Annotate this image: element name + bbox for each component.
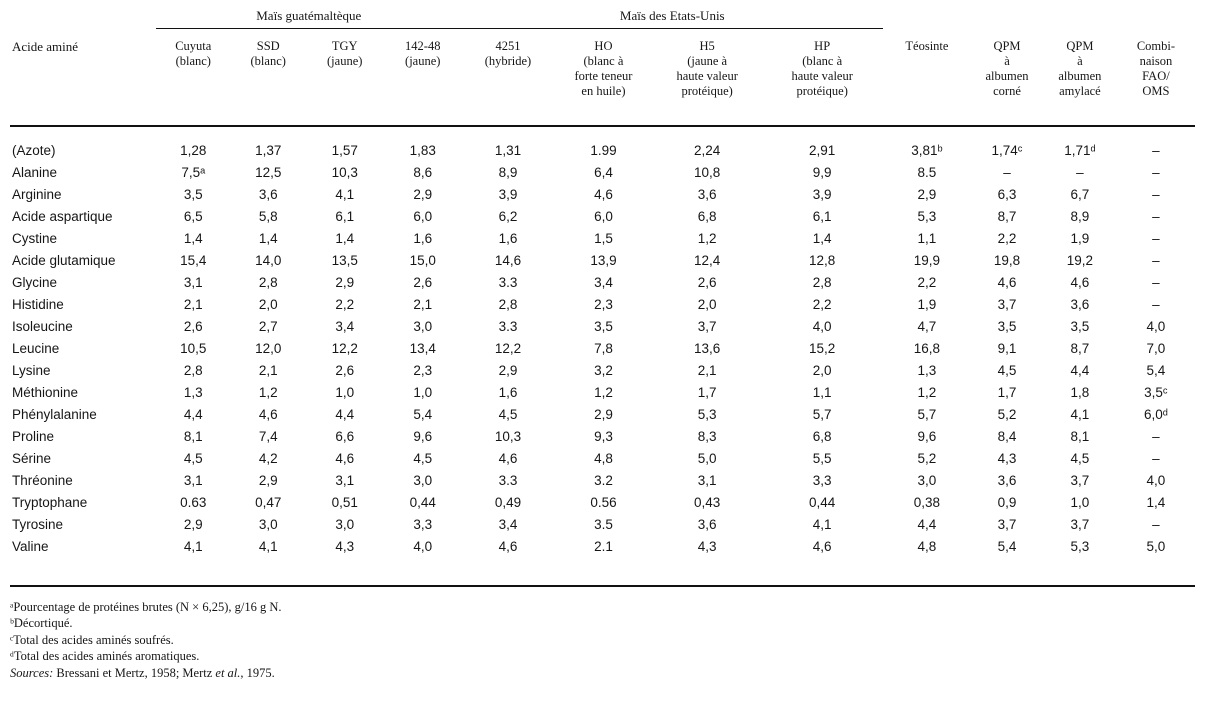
value-cell: 10,3 — [331, 165, 358, 180]
value-cell: 2,0 — [258, 297, 278, 312]
value-cell: 3,5 — [1070, 319, 1090, 334]
table-row — [10, 294, 1195, 316]
value-cell: 3,6 — [258, 187, 278, 202]
value-cell: 1,6 — [413, 231, 433, 246]
value-cell: 7,0 — [1146, 341, 1166, 356]
value-cell: 1,1 — [917, 231, 937, 246]
value-cell: 4,1 — [335, 187, 355, 202]
row-label: Tyrosine — [12, 517, 64, 532]
value-cell: – — [1152, 143, 1160, 158]
value-cell: 2,24 — [694, 143, 721, 158]
table-row — [10, 126, 1195, 162]
value-cell: 3,6 — [1070, 297, 1090, 312]
value-cell: – — [1152, 209, 1160, 224]
value-cell: 8,1 — [1070, 429, 1090, 444]
value-cell: 4,1 — [1070, 407, 1090, 422]
footnote-b: ᵇDécortiqué. — [10, 616, 73, 630]
value-cell: 3,5 — [183, 187, 203, 202]
value-cell: 3.2 — [594, 473, 613, 488]
value-cell: 5,0 — [697, 451, 717, 466]
value-cell: 1,2 — [258, 385, 278, 400]
row-label: Thréonine — [12, 473, 73, 488]
value-cell: 4,4 — [183, 407, 203, 422]
row-label: Alanine — [12, 165, 58, 180]
value-cell: 4,4 — [917, 517, 937, 532]
value-cell: 2,6 — [413, 275, 433, 290]
value-cell: 3,9 — [498, 187, 518, 202]
value-cell: 1,83 — [409, 143, 436, 158]
value-cell: 1,2 — [594, 385, 613, 400]
value-cell: 3,0 — [413, 473, 433, 488]
column-header-9: QPM à albumen corné — [971, 29, 1043, 127]
value-cell: 5,3 — [697, 407, 717, 422]
value-cell: 5,7 — [917, 407, 937, 422]
value-cell: 2,9 — [183, 517, 203, 532]
value-cell: 2,0 — [697, 297, 717, 312]
value-cell: 3.3 — [498, 319, 518, 334]
value-cell: 6,1 — [335, 209, 355, 224]
value-cell: 2,6 — [183, 319, 203, 334]
value-cell: – — [1152, 165, 1160, 180]
value-cell: 5,2 — [917, 451, 937, 466]
value-cell: 4,8 — [594, 451, 613, 466]
group-spacer — [883, 6, 1195, 29]
value-cell: 4,5 — [183, 451, 203, 466]
value-cell: 2,1 — [413, 297, 433, 312]
table-row — [10, 382, 1195, 404]
column-header-0: Cuyuta (blanc) — [156, 29, 231, 127]
value-cell: 4,6 — [258, 407, 278, 422]
column-header-row — [10, 29, 1195, 127]
value-cell: 1,4 — [1146, 495, 1166, 510]
sources-etal: et al. — [215, 665, 241, 680]
value-cell: 4,4 — [335, 407, 355, 422]
value-cell: 6,2 — [498, 209, 518, 224]
value-cell: 4,3 — [997, 451, 1017, 466]
value-cell: – — [1076, 165, 1084, 180]
value-cell: 1,3 — [183, 385, 203, 400]
value-cell: 3,7 — [1070, 517, 1090, 532]
value-cell: 5,5 — [812, 451, 832, 466]
value-cell: 1,71ᵈ — [1064, 143, 1096, 158]
row-label: Acide aspartique — [12, 209, 113, 224]
value-cell: 15,4 — [180, 253, 207, 268]
value-cell: 2,8 — [812, 275, 832, 290]
value-cell: 3,5 — [997, 319, 1017, 334]
value-cell: 8,7 — [997, 209, 1017, 224]
footnote-d: ᵈTotal des acides aminés aromatiques. — [10, 649, 200, 663]
table-row — [10, 426, 1195, 448]
value-cell: 4,5 — [997, 363, 1017, 378]
table-row — [10, 162, 1195, 184]
table-row — [10, 448, 1195, 470]
value-cell: 1,4 — [183, 231, 203, 246]
value-cell: 1,6 — [498, 385, 518, 400]
value-cell: 8.5 — [917, 165, 937, 180]
value-cell: 0.56 — [590, 495, 617, 510]
value-cell: – — [1152, 517, 1160, 532]
value-cell: 4,6 — [594, 187, 613, 202]
value-cell: – — [1152, 297, 1160, 312]
value-cell: 1,4 — [335, 231, 355, 246]
sources-label: Sources: — [10, 665, 54, 680]
value-cell: 4,4 — [1070, 363, 1090, 378]
value-cell: 14,0 — [255, 253, 282, 268]
column-header-8: Téosinte — [883, 29, 971, 127]
row-header-label: Acide aminé — [10, 29, 156, 127]
value-cell: 3,0 — [335, 517, 355, 532]
value-cell: 12,2 — [494, 341, 522, 356]
row-label: Acide glutamique — [12, 253, 116, 268]
row-label: Leucine — [12, 341, 60, 356]
value-cell: 3,4 — [335, 319, 355, 334]
value-cell: 2,2 — [917, 275, 937, 290]
value-cell: 3,5 — [594, 319, 613, 334]
value-cell: 2.1 — [594, 539, 613, 554]
column-header-4: 4251 (hybride) — [462, 29, 554, 127]
value-cell: 2,3 — [413, 363, 433, 378]
value-cell: 1,37 — [255, 143, 282, 158]
value-cell: 3,3 — [812, 473, 832, 488]
value-cell: 4,6 — [812, 539, 832, 554]
row-label: Phénylalanine — [12, 407, 97, 422]
value-cell: 2,8 — [258, 275, 278, 290]
value-cell: 1,74ᶜ — [991, 143, 1023, 158]
value-cell: 6,0 — [413, 209, 433, 224]
value-cell: 4,1 — [812, 517, 832, 532]
value-cell: 2,1 — [183, 297, 203, 312]
value-cell: 1,4 — [812, 231, 832, 246]
table-row — [10, 184, 1195, 206]
value-cell: 1,0 — [413, 385, 433, 400]
value-cell: 5,8 — [258, 209, 278, 224]
value-cell: 3,6 — [997, 473, 1017, 488]
table-row — [10, 514, 1195, 536]
value-cell: 2,91 — [809, 143, 836, 158]
value-cell: 1,31 — [494, 143, 522, 158]
value-cell: 8,9 — [498, 165, 518, 180]
value-cell: 4,6 — [498, 539, 518, 554]
value-cell: 13,9 — [590, 253, 617, 268]
value-cell: 4,6 — [1070, 275, 1090, 290]
value-cell: 2,1 — [697, 363, 717, 378]
value-cell: 10,3 — [494, 429, 522, 444]
value-cell: 0,49 — [494, 495, 522, 510]
value-cell: 2,8 — [183, 363, 203, 378]
value-cell: – — [1152, 187, 1160, 202]
group-label-1: Maïs des Etats-Unis — [462, 6, 883, 29]
value-cell: 15,0 — [409, 253, 436, 268]
value-cell: 1,7 — [697, 385, 717, 400]
value-cell: 1,5 — [594, 231, 613, 246]
value-cell: 1,6 — [498, 231, 518, 246]
value-cell: 3.3 — [498, 473, 518, 488]
value-cell: 4,7 — [917, 319, 937, 334]
table-row — [10, 316, 1195, 338]
value-cell: 1,9 — [917, 297, 937, 312]
value-cell: 3,7 — [1070, 473, 1090, 488]
value-cell: 2,6 — [697, 275, 717, 290]
value-cell: – — [1152, 275, 1160, 290]
value-cell: 4,3 — [335, 539, 355, 554]
value-cell: 3,4 — [498, 517, 518, 532]
value-cell: 4,0 — [1146, 319, 1166, 334]
value-cell: 8,3 — [697, 429, 717, 444]
value-cell: 13,5 — [331, 253, 358, 268]
value-cell: 4,0 — [812, 319, 832, 334]
value-cell: 16,8 — [913, 341, 941, 356]
value-cell: – — [1003, 165, 1011, 180]
value-cell: 12,4 — [694, 253, 721, 268]
value-cell: 1,1 — [812, 385, 832, 400]
value-cell: 0,9 — [997, 495, 1017, 510]
table-row — [10, 360, 1195, 382]
value-cell: 14,6 — [494, 253, 522, 268]
value-cell: 13,4 — [409, 341, 436, 356]
value-cell: 1.99 — [590, 143, 617, 158]
value-cell: 1,3 — [917, 363, 937, 378]
value-cell: 4,0 — [1146, 473, 1166, 488]
value-cell: 0,47 — [255, 495, 282, 510]
value-cell: 3,1 — [335, 473, 355, 488]
value-cell: 1,0 — [335, 385, 355, 400]
value-cell: 0.63 — [180, 495, 207, 510]
footnote-c: ᶜTotal des acides aminés soufrés. — [10, 632, 174, 647]
value-cell: 3,7 — [697, 319, 717, 334]
value-cell: 4,0 — [413, 539, 433, 554]
row-label: Lysine — [12, 363, 51, 378]
table-row — [10, 404, 1195, 426]
value-cell: 3,0 — [413, 319, 433, 334]
row-label: Isoleucine — [12, 319, 73, 334]
value-cell: 1,28 — [180, 143, 207, 158]
column-header-3: 142-48 (jaune) — [384, 29, 462, 127]
value-cell: 0,51 — [331, 495, 358, 510]
value-cell: 0,44 — [409, 495, 436, 510]
value-cell: 3,2 — [594, 363, 613, 378]
column-header-6: H5 (jaune à haute valeur protéique) — [653, 29, 762, 127]
value-cell: 8,9 — [1070, 209, 1090, 224]
amino-acid-table — [10, 6, 1195, 558]
value-cell: 1,2 — [917, 385, 937, 400]
column-header-10: QPM à albumen amylacé — [1043, 29, 1117, 127]
value-cell: 4,6 — [498, 451, 518, 466]
value-cell: 8,6 — [413, 165, 433, 180]
value-cell: 1,8 — [1070, 385, 1090, 400]
value-cell: 6,0ᵈ — [1143, 407, 1168, 422]
value-cell: 3,81ᵇ — [911, 143, 943, 158]
row-label: Histidine — [12, 297, 64, 312]
footnotes-block — [10, 599, 1195, 682]
value-cell: 8,7 — [1070, 341, 1090, 356]
value-cell: 2,8 — [498, 297, 518, 312]
value-cell: 19,9 — [913, 253, 941, 268]
value-cell: 1,4 — [258, 231, 278, 246]
sources-after: , 1975. — [240, 665, 275, 680]
table-row — [10, 536, 1195, 558]
value-cell: 2,9 — [335, 275, 355, 290]
value-cell: 8,1 — [183, 429, 203, 444]
value-cell: 2,7 — [258, 319, 278, 334]
row-label: (Azote) — [12, 143, 56, 158]
value-cell: 6,5 — [183, 209, 203, 224]
value-cell: 6,6 — [335, 429, 355, 444]
value-cell: 5,3 — [1070, 539, 1090, 554]
value-cell: 3,5ᶜ — [1144, 385, 1168, 400]
value-cell: 3,1 — [183, 473, 203, 488]
value-cell: 3,1 — [183, 275, 203, 290]
value-cell: 5,4 — [413, 407, 433, 422]
table-row — [10, 250, 1195, 272]
value-cell: 1,7 — [997, 385, 1017, 400]
table-row — [10, 228, 1195, 250]
value-cell: 3,0 — [258, 517, 278, 532]
value-cell: 2,6 — [335, 363, 355, 378]
value-cell: 2,1 — [258, 363, 278, 378]
row-label: Arginine — [12, 187, 62, 202]
value-cell: 1,57 — [331, 143, 358, 158]
row-label: Sérine — [12, 451, 52, 466]
value-cell: 5,4 — [997, 539, 1017, 554]
value-cell: 5,2 — [997, 407, 1017, 422]
value-cell: 9,3 — [594, 429, 613, 444]
value-cell: 12,5 — [255, 165, 282, 180]
value-cell: 3,3 — [413, 517, 433, 532]
value-cell: 3.5 — [594, 517, 613, 532]
value-cell: 7,5ᵃ — [181, 165, 206, 180]
value-cell: 1,0 — [1070, 495, 1090, 510]
value-cell: 1,2 — [697, 231, 717, 246]
row-label: Cystine — [12, 231, 58, 246]
value-cell: 10,5 — [180, 341, 207, 356]
value-cell: 9,6 — [917, 429, 937, 444]
value-cell: 5,0 — [1146, 539, 1166, 554]
column-header-11: Combi- naison FAO/ OMS — [1117, 29, 1195, 127]
value-cell: 4,3 — [697, 539, 717, 554]
value-cell: 19,8 — [993, 253, 1021, 268]
value-cell: 3,6 — [697, 517, 717, 532]
table-row — [10, 470, 1195, 492]
value-cell: – — [1152, 429, 1160, 444]
value-cell: 4,6 — [997, 275, 1017, 290]
value-cell: 2,0 — [812, 363, 832, 378]
table-row — [10, 272, 1195, 294]
row-label: Tryptophane — [12, 495, 88, 510]
value-cell: 4,6 — [335, 451, 355, 466]
value-cell: – — [1152, 231, 1160, 246]
corner-spacer — [10, 6, 156, 29]
column-header-7: HP (blanc à haute valeur protéique) — [762, 29, 883, 127]
value-cell: 2,9 — [498, 363, 518, 378]
value-cell: 12,2 — [331, 341, 358, 356]
column-header-5: HO (blanc à forte teneur en huile) — [554, 29, 653, 127]
value-cell: 3,7 — [997, 297, 1017, 312]
value-cell: 6,8 — [812, 429, 832, 444]
value-cell: 6,1 — [812, 209, 832, 224]
value-cell: 5,4 — [1146, 363, 1166, 378]
row-label: Proline — [12, 429, 55, 444]
row-label: Valine — [12, 539, 49, 554]
value-cell: 9,9 — [812, 165, 832, 180]
value-cell: 3,6 — [697, 187, 717, 202]
value-cell: 2,9 — [258, 473, 278, 488]
value-cell: 3,7 — [997, 517, 1017, 532]
value-cell: 7,8 — [594, 341, 613, 356]
table-bottom-rule — [10, 585, 1195, 587]
value-cell: 9,6 — [413, 429, 433, 444]
table-row — [10, 338, 1195, 360]
column-header-2: TGY (jaune) — [306, 29, 384, 127]
value-cell: 2,9 — [413, 187, 433, 202]
group-header-row — [10, 6, 1195, 29]
value-cell: 0,44 — [809, 495, 836, 510]
value-cell: 3.3 — [498, 275, 518, 290]
value-cell: 6,3 — [997, 187, 1017, 202]
value-cell: 7,4 — [258, 429, 278, 444]
value-cell: 0,38 — [913, 495, 941, 510]
value-cell: 2,2 — [812, 297, 832, 312]
value-cell: – — [1152, 253, 1160, 268]
row-label: Glycine — [12, 275, 58, 290]
column-header-1: SSD (blanc) — [231, 29, 306, 127]
group-label-0: Maïs guatémaltèque — [156, 6, 462, 29]
value-cell: 6,8 — [697, 209, 717, 224]
value-cell: 3,0 — [917, 473, 937, 488]
footnote-a: ᵃPourcentage de protéines brutes (N × 6,25), g/16 g N. — [10, 599, 282, 614]
value-cell: 3,4 — [594, 275, 613, 290]
value-cell: 2,9 — [594, 407, 613, 422]
value-cell: – — [1152, 451, 1160, 466]
value-cell: 13,6 — [694, 341, 721, 356]
value-cell: 4,1 — [183, 539, 203, 554]
value-cell: 2,2 — [997, 231, 1017, 246]
sources-line — [10, 665, 1195, 682]
value-cell: 1,9 — [1070, 231, 1090, 246]
table-row — [10, 206, 1195, 228]
value-cell: 0,43 — [694, 495, 721, 510]
table-body — [10, 126, 1195, 558]
value-cell: 12,0 — [255, 341, 282, 356]
table-row — [10, 492, 1195, 514]
value-cell: 6,4 — [594, 165, 613, 180]
value-cell: 10,8 — [694, 165, 721, 180]
value-cell: 2,2 — [335, 297, 355, 312]
value-cell: 4,2 — [258, 451, 278, 466]
value-cell: 19,2 — [1066, 253, 1094, 268]
value-cell: 4,5 — [413, 451, 433, 466]
value-cell: 4,8 — [917, 539, 937, 554]
value-cell: 4,5 — [498, 407, 518, 422]
row-label: Méthionine — [12, 385, 79, 400]
value-cell: 2,9 — [917, 187, 937, 202]
value-cell: 4,5 — [1070, 451, 1090, 466]
value-cell: 5,7 — [812, 407, 832, 422]
value-cell: 3,9 — [812, 187, 832, 202]
value-cell: 9,1 — [997, 341, 1017, 356]
value-cell: 5,3 — [917, 209, 937, 224]
value-cell: 2,3 — [594, 297, 613, 312]
value-cell: 3,1 — [697, 473, 717, 488]
sources-before: Bressani et Mertz, 1958; Mertz — [53, 665, 216, 680]
value-cell: 15,2 — [809, 341, 836, 356]
value-cell: 4,1 — [258, 539, 278, 554]
value-cell: 8,4 — [997, 429, 1017, 444]
value-cell: 12,8 — [809, 253, 836, 268]
value-cell: 6,0 — [594, 209, 613, 224]
value-cell: 6,7 — [1070, 187, 1090, 202]
